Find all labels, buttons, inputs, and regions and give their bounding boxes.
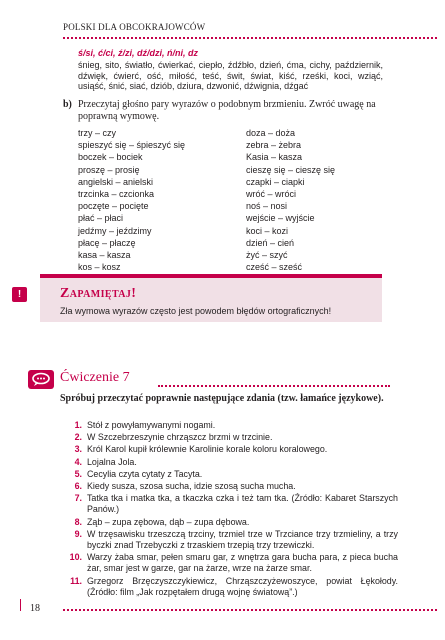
item-text: Lojalna Jola.: [87, 456, 137, 467]
item-number: 11.: [70, 575, 82, 586]
item-text: Król Karol kupił królewnie Karolinie korale koloru koralowego.: [87, 444, 328, 455]
word-pair: spieszyć się – śpieszyć się: [78, 140, 186, 151]
item-number: 5.: [74, 468, 82, 479]
callout-text: Zła wymowa wyrazów często jest powodem błędów ortograficznych!: [60, 306, 332, 316]
exercise-item: [68, 517, 398, 528]
exercise-title-divider: [158, 385, 390, 387]
item-text: Warzy żaba smar, pełen smaru gar, z wnętrza gara bucha para, z pieca bucha żar, smar jest w garze, gar na żarze, wrze na żarze smar.: [87, 552, 398, 574]
item-number: 9.: [74, 528, 82, 539]
item-text: Tatka tka i matka tka, a tkaczka czka i też tam tka. (Źródło: Kabaret Starszych Panów.): [87, 493, 398, 515]
exercise-item: [68, 469, 398, 480]
word-pair: angielski – anielski: [78, 176, 154, 187]
page-number: 18: [30, 603, 40, 614]
exercise-item: [68, 420, 398, 431]
right-pairs-column: [246, 127, 335, 286]
callout-title: Zapamiętaj!: [60, 286, 137, 301]
item-text: W Szczebrzeszynie chrząszcz brzmi w trzcinie.: [87, 432, 273, 443]
item-text: Stół z powyłamywanymi nogami.: [87, 420, 216, 430]
word-pair: zebra – żebra: [246, 140, 302, 151]
item-number: 6.: [74, 481, 82, 492]
word-pair: wróć – wróci: [246, 189, 297, 200]
exclamation-icon: !: [12, 287, 27, 302]
word-pair: cześć – sześć: [246, 262, 303, 273]
word-pair: Kasia – kasza: [246, 152, 303, 163]
word-pair: koci – kozi: [246, 225, 289, 236]
exercise-item: [68, 481, 398, 492]
header-divider: [63, 37, 437, 39]
item-text: Grzegorz Brzęczyszczykiewicz, Chrząszczyżewoszyce, powiat Łękołody. (Źródło: film „Jak rozpętałem drugą wojnę światową”.): [87, 575, 398, 597]
exercise-item: [68, 457, 398, 468]
item-number: 7.: [74, 493, 82, 504]
pattern-heading: ś/si, ć/ci, ź/zi, dź/dzi, ń/ni, dz: [78, 48, 199, 58]
exercise-instruction: Spróbuj przeczytać poprawnie następujące zdania (tzw. łamańce językowe).: [60, 393, 384, 404]
item-text: Cecylia czyta cytaty z Tacyta.: [87, 468, 203, 479]
exercise-item: [68, 432, 398, 443]
callout-box: [40, 278, 382, 322]
word-pair: trzcinka – czcionka: [78, 189, 155, 200]
item-number: 1.: [74, 420, 82, 430]
exercise-item: [68, 493, 398, 515]
speech-bubble-icon: [28, 370, 54, 389]
section-b-letter: b): [63, 99, 72, 110]
section-b-instruction: Przeczytaj głośno pary wyrazów o podobnym brzmieniu. Zwróć uwagę na poprawną wymowę.: [78, 99, 376, 122]
item-number: 10.: [69, 552, 82, 563]
word-pair: poczęte – pocięte: [78, 201, 149, 212]
word-pair: dzień – cień: [246, 237, 295, 248]
word-pair: czapki – ciapki: [246, 176, 305, 187]
exercise-list: [68, 420, 398, 599]
running-title: POLSKI DLA OBCOKRAJOWCÓW: [63, 22, 206, 32]
word-pair: płać – płaci: [78, 213, 124, 224]
page-number-marker: [10, 599, 21, 611]
exercise-item: [68, 444, 398, 455]
word-pair: boczek – bociek: [78, 152, 143, 163]
item-number: 8.: [74, 516, 82, 527]
item-number: 2.: [74, 432, 82, 443]
left-pairs-column: [78, 127, 185, 286]
exercise-item: [68, 529, 398, 551]
word-pair: proszę – prosię: [78, 164, 140, 175]
item-text: Kiedy susza, szosa sucha, idzie szosą sucha mucha.: [87, 481, 296, 492]
footer-divider: [63, 609, 437, 611]
item-text: W trzęsawisku trzeszczą trzciny, trzmiel trze w Trzciance trzy trzmieliny, a trzy byczki znad Trzebyczki z trzaskiem trzepią trzy trzewiczki.: [87, 528, 398, 551]
item-number: 3.: [74, 444, 82, 455]
item-text: Ząb – zupa zębowa, dąb – zupa dębowa.: [87, 516, 250, 527]
word-list: śnieg, sito, światło, ćwierkać, ciepło, źdźbło, dzień, ćma, cichy, październik, dźwięk, ćwierć, ość, miłość, teść, świt, świat, kiść, rześki, koci, wziąć, usiąść, śnić, siać, dziób, dziura, dzwonić, dźwignia, dźgać: [78, 60, 383, 92]
word-pair: kasa – kasza: [78, 250, 131, 261]
exercise-item: [68, 552, 398, 574]
word-pair: cieszę się – cieszę się: [246, 164, 336, 175]
exercise-item: [68, 576, 398, 598]
word-pair: kos – kosz: [78, 262, 121, 273]
word-pair: płacę – płaczę: [78, 237, 136, 248]
word-pair: żyć – szyć: [246, 250, 288, 261]
word-pair: noś – nosi: [246, 201, 288, 212]
item-number: 4.: [74, 456, 82, 467]
word-pair: wejście – wyjście: [246, 213, 315, 224]
word-pair: jedźmy – jeździmy: [78, 225, 152, 236]
word-pair: doza – doża: [246, 128, 296, 138]
word-pair: trzy – czy: [78, 128, 117, 138]
exercise-title: Ćwiczenie 7: [60, 370, 130, 385]
